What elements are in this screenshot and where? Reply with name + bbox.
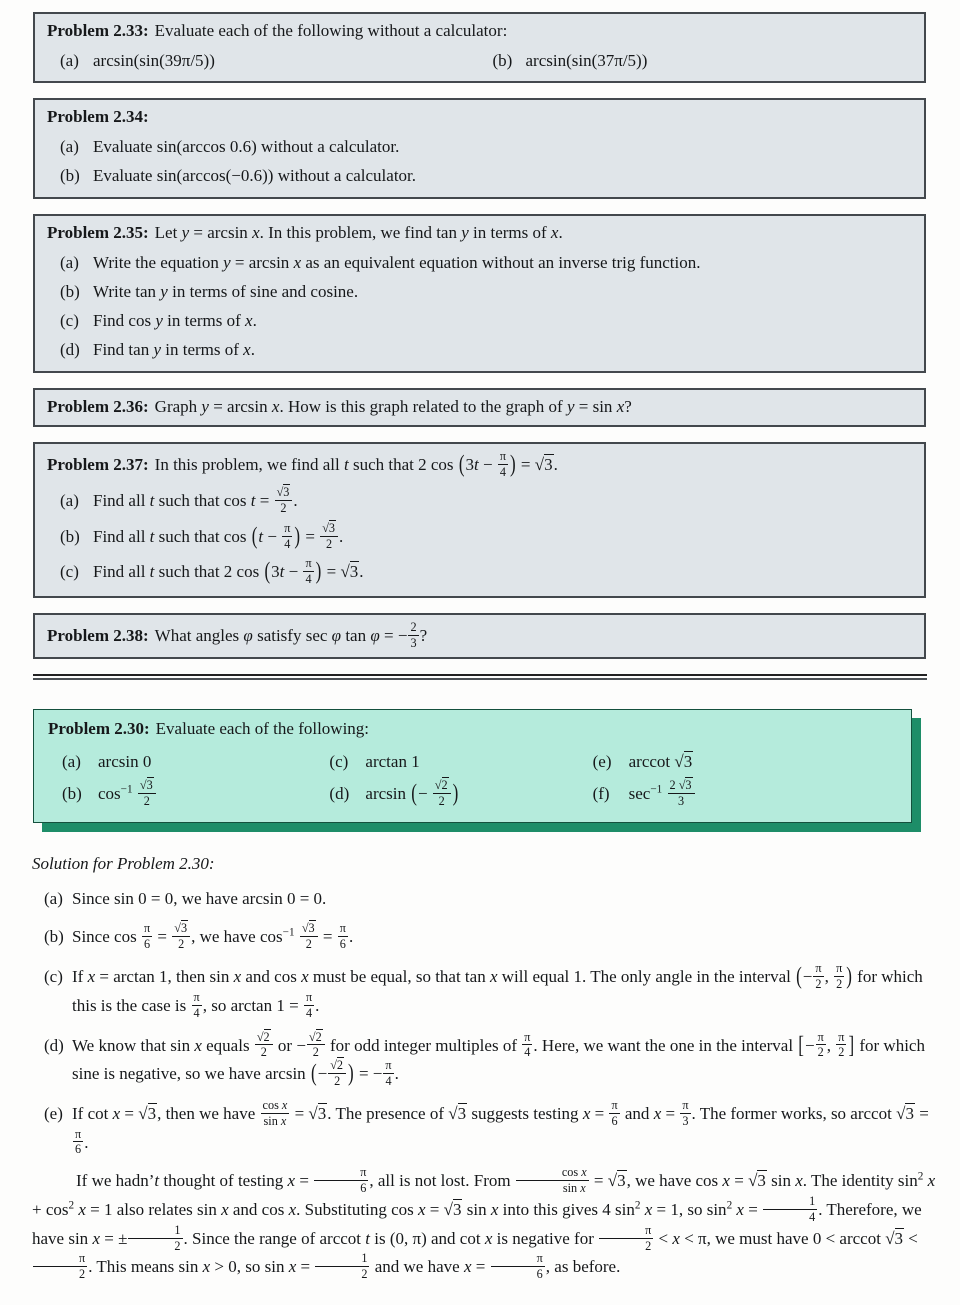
solution-item-label: (a) xyxy=(44,888,63,908)
problem-part xyxy=(47,281,912,303)
part-text: Find all t such that cos t = $\frac{√3}{2}$ . xyxy=(93,485,298,515)
part-text: Find all t such that cos (t − $\frac{\pi}{4}$ ) = $\frac{√3}{2}$ . xyxy=(93,520,344,551)
solution-section xyxy=(32,853,944,1281)
highlight-title-line xyxy=(48,718,897,740)
part-text: Find tan y in terms of x. xyxy=(93,339,255,359)
part-label: (f) xyxy=(592,784,610,804)
problem-box-2.36 xyxy=(33,388,926,427)
part-text: arcsin(sin(39π/5)) xyxy=(93,51,215,71)
part-label: (b) xyxy=(62,784,82,804)
problem-box-2.38 xyxy=(33,613,926,659)
solution-item-text: We know that sin x equals $\frac{√2}{2}$ or − $\frac{√2}{2}$ for odd integer multiples of $\frac{\pi}{4}$ . Here, we want the one in the interval [− $\frac{\pi}{2}$ , $\frac{\pi}{2}$ ] for which sine is negative, so we have arcsin (− $\frac{√2}{2}$ ) = − $\frac{\pi}{4}$ . xyxy=(72,1029,925,1089)
problem-title-line xyxy=(47,222,912,244)
problem-title: What angles φ satisfy sec φ tan φ = − $\frac{2}{3}$ ? xyxy=(154,620,428,650)
part-text: arcsin(sin(37π/5)) xyxy=(525,51,648,71)
problem-label: Problem 2.33: xyxy=(47,21,149,40)
part-text: arcsin 0 xyxy=(98,752,152,772)
part-label: (d) xyxy=(329,784,350,804)
solution-heading: Solution for Problem 2.30: xyxy=(32,853,215,873)
solution-item-label: (d) xyxy=(44,1035,64,1055)
part-label: (a) xyxy=(60,252,79,272)
part-text: arccot √3 xyxy=(628,752,693,772)
part-text: arcsin (− $\frac{√2}{2}$ ) xyxy=(365,778,459,809)
part-text: $\cos^{-1}$ $\frac{√3}{2}$ xyxy=(98,779,315,808)
part-label: (a) xyxy=(60,51,79,71)
solution-item-label: (e) xyxy=(44,1103,63,1123)
highlight-problem-section xyxy=(0,709,960,823)
part-label: (b) xyxy=(60,165,80,185)
problem-part xyxy=(47,486,912,515)
solution-item xyxy=(32,1031,944,1088)
part-label: (a) xyxy=(62,752,81,772)
problem-label: Problem 2.30: xyxy=(48,718,150,738)
solution-item xyxy=(32,886,944,912)
part-text: Find all t such that 2 cos (3t − $\frac{\pi}{4}$ ) = √3. xyxy=(93,556,364,587)
problem-part xyxy=(47,557,912,586)
part-label: (c) xyxy=(329,752,349,772)
problem-part xyxy=(579,752,897,772)
problem-part xyxy=(315,752,578,772)
problem-title-line xyxy=(47,106,912,128)
part-label: (a) xyxy=(60,136,79,156)
part-text: Evaluate sin(arccos 0.6) without a calculator. xyxy=(93,136,400,156)
problem-title-line xyxy=(47,396,912,418)
part-label: (c) xyxy=(60,310,79,330)
part-label: (b) xyxy=(60,526,80,546)
problem-box-2.35 xyxy=(33,214,926,373)
part-label: (b) xyxy=(60,281,80,301)
problem-label: Problem 2.37: xyxy=(47,455,149,475)
problem-part xyxy=(47,522,912,551)
problem-part xyxy=(47,165,912,187)
part-label: (e) xyxy=(592,752,612,772)
part-label: (c) xyxy=(60,562,79,582)
solution-continuation: If we hadn’t thought of testing x = $\frac{\pi}{6}$ , all is not lost. From $\frac{\text{cos x}}{\text{sin x}}$ = √3, we have cos x = √3 sin x. The identity $\sin^2 x + \cos^2 x = 1$ also relates sin x and cos x. Substituting cos x = √3 sin x into this gives 4 $\sin^2 x = 1$, so $\sin^2 x$ = $\frac{1}{4}$ . Therefore, we have sin x = ± $\frac{1}{2}$ . Since the range of arccot t is (0, π) and cot x is negative for $\frac{\pi}{2}$ < x < π, we must have 0 < arccot √3 < $\frac{\pi}{2}$ . This means sin x > 0, so sin x = $\frac{1}{2}$ and we have x = $\frac{\pi}{6}$ , as before. xyxy=(32,1165,936,1282)
solution-item-label: (c) xyxy=(44,967,63,987)
problem-box-2.34 xyxy=(33,98,926,199)
problem-part xyxy=(315,779,578,808)
part-label: (d) xyxy=(60,339,80,359)
part-text: Write tan y in terms of sine and cosine. xyxy=(93,281,359,301)
solution-item xyxy=(32,1099,944,1156)
problem-label: Problem 2.38: xyxy=(47,626,149,646)
problem-label: Problem 2.35: xyxy=(47,223,149,243)
problem-title: In this problem, we find all t such that 2 cos (3t − $\frac{\pi}{4}$ ) = √3. xyxy=(154,449,558,480)
problem-title-line xyxy=(47,621,912,650)
part-text: $\sec^{-1}$ $\frac{2 √3}{3}$ xyxy=(629,779,897,808)
part-text: Write the equation y = arcsin x as an equivalent equation without an inverse trig function. xyxy=(93,252,701,272)
highlight-parts xyxy=(48,752,897,808)
solution-item-text: If cot x = √3, then we have $\frac{\text{cos x}}{\text{sin x}}$ = √3. The presence of √3 suggests testing x = $\frac{\pi}{6}$ and x = $\frac{\pi}{3}$ . The former works, so arccot √3 = $\frac{\pi}{6}$ . xyxy=(72,1097,929,1157)
problem-part xyxy=(47,252,912,274)
part-text: arctan 1 xyxy=(365,752,420,772)
problem-title: Evaluate each of the following: xyxy=(155,718,370,738)
problem-part xyxy=(579,779,897,808)
problem-title-line xyxy=(47,20,912,42)
part-label: (a) xyxy=(60,490,79,510)
problem-box-2.37 xyxy=(33,442,926,598)
problem-part xyxy=(47,339,912,361)
problem-part xyxy=(48,752,315,772)
problem-title-line xyxy=(47,450,912,479)
problem-label: Problem 2.34: xyxy=(47,107,149,127)
problem-box-2.33 xyxy=(33,12,926,83)
solution-item-text: If x = arctan 1, then sin x and cos x must be equal, so that tan x will equal 1. The only angle in the interval (− $\frac{\pi}{2}$ , $\frac{\pi}{2}$ ) for which this is the case is $\frac{\pi}{4}$ , so arctan 1 = $\frac{\pi}{4}$ . xyxy=(72,961,923,1020)
part-text: Evaluate sin(arccos(−0.6)) without a calculator. xyxy=(93,165,417,185)
problem-part xyxy=(47,51,480,71)
problem-part xyxy=(47,310,912,332)
problem-title: Let y = arcsin x. In this problem, we find tan y in terms of x. xyxy=(154,223,563,243)
problem-parts xyxy=(47,51,912,71)
problem-part xyxy=(48,779,315,808)
problem-title: Graph y = arcsin x. How is this graph related to the graph of y = sin x? xyxy=(154,396,632,416)
part-text: Find cos y in terms of x. xyxy=(93,310,257,330)
problem-title: Evaluate each of the following without a calculator: xyxy=(154,21,508,40)
problem-part xyxy=(480,51,913,71)
problem-part xyxy=(47,136,912,158)
solution-item-text: Since sin 0 = 0, we have arcsin 0 = 0. xyxy=(72,888,327,908)
solution-item-text: Since cos $\frac{\pi}{6}$ = $\frac{√3}{2}$ , we have $\cos^{-1}$ $\frac{√3}{2}$ = $\frac{\pi}{6}$ . xyxy=(72,921,354,952)
solution-item xyxy=(32,962,944,1019)
problem-box-list xyxy=(0,12,960,659)
solution-item xyxy=(32,922,944,951)
section-divider xyxy=(33,674,927,680)
highlight-problem-box xyxy=(33,709,912,823)
solution-item-label: (b) xyxy=(44,927,64,947)
part-label: (b) xyxy=(492,51,513,71)
problem-label: Problem 2.36: xyxy=(47,396,149,416)
